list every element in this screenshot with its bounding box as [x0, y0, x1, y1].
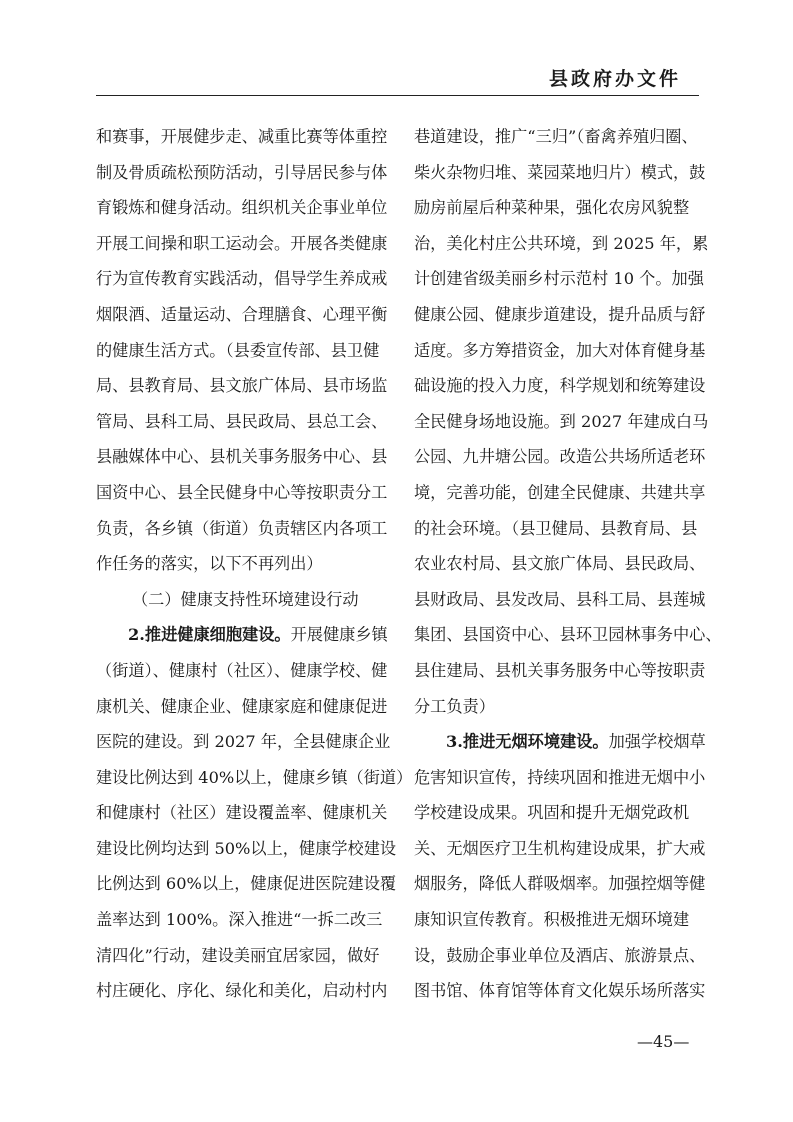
- section-heading: （二）健康支持性环境建设行动: [132, 589, 359, 609]
- text-line: 村庄硬化、序化、绿化和美化，启动村内: [96, 981, 388, 1001]
- text-line: 烟限酒、适量运动、合理膳食、心理平衡: [96, 304, 388, 324]
- text-line: 励房前屋后种菜种果，强化农房风貌整: [414, 198, 690, 218]
- text-line: （街道）、健康村（社区）、健康学校、健: [96, 660, 388, 680]
- text-line: 学校建设成果。巩固和提升无烟党政机: [414, 803, 690, 823]
- text-line: 康知识宣传教育。积极推进无烟环境建: [414, 910, 690, 930]
- text-line: 和健康村（社区）建设覆盖率、健康机关: [96, 803, 388, 823]
- text-line: 适度。多方筹措资金，加大对体育健身基: [414, 340, 706, 360]
- text-line: 县财政局、县发改局、县科工局、县莲城: [414, 589, 706, 609]
- item2-title: 2.推进健康细胞建设。: [128, 625, 291, 645]
- text-line: 建设比例均达到 50%以上，健康学校建设: [96, 838, 397, 858]
- text-line: 治，美化村庄公共环境，到 2025 年，累: [414, 233, 709, 253]
- text-line: 县融媒体中心、县机关事务服务中心、县: [96, 447, 388, 467]
- text-line: 的健康生活方式。（县委宣传部、县卫健: [96, 340, 380, 360]
- text-line: 清四化”行动，建设美丽宜居家园，做好: [96, 945, 380, 965]
- text-line: 图书馆、体育馆等体育文化娱乐场所落实: [414, 981, 706, 1001]
- text-line: 盖率达到 100%。深入推进“一拆二改三: [96, 910, 383, 930]
- text-line: 建设比例达到 40%以上，健康乡镇（街道）: [96, 767, 413, 787]
- text-line: 局、县教育局、县文旅广体局、县市场监: [96, 376, 388, 396]
- text-line: 康机关、健康企业、健康家庭和健康促进: [96, 696, 388, 716]
- header-divider: [96, 95, 699, 96]
- item3-first-line-text: 加强学校烟草: [608, 732, 706, 752]
- text-line: 关、无烟医疗卫生机构建设成果，扩大戒: [414, 838, 706, 858]
- text-line: 国资中心、县全民健身中心等按职责分工: [96, 482, 388, 502]
- item2-first-line: [96, 617, 388, 653]
- text-line: 制及骨质疏松预防活动，引导居民参与体: [96, 162, 388, 182]
- item3-first-line: [414, 724, 706, 760]
- text-line: 计创建省级美丽乡村示范村 10 个。加强: [414, 269, 704, 289]
- text-line: 础设施的投入力度，科学规划和统筹建设: [414, 376, 706, 396]
- item3-paragraph: [414, 760, 706, 1009]
- text-line: 分工负责）: [414, 696, 495, 716]
- text-line: 烟服务，降低人群吸烟率。加强控烟等健: [414, 874, 706, 894]
- text-line: 巷道建设，推广“三归”（畜禽养殖归圈、: [414, 127, 698, 146]
- text-line: 危害知识宣传，持续巩固和推进无烟中小: [414, 767, 706, 787]
- text-line: 柴火杂物归堆、菜园菜地归片）模式，鼓: [414, 162, 706, 182]
- document-header-title: 县政府办文件: [548, 68, 681, 90]
- text-line: 行为宣传教育实践活动，倡导学生养成戒: [96, 269, 388, 289]
- text-line: 县住建局、县机关事务服务中心等按职责: [414, 660, 706, 680]
- text-line: 全民健身场地设施。到 2027 年建成白马: [414, 411, 709, 431]
- item2-paragraph: [96, 653, 413, 1009]
- left-paragraph-continuation: [96, 119, 388, 582]
- left-column: [96, 119, 413, 1009]
- text-line: 的社会环境。（县卫健局、县教育局、县: [414, 518, 698, 538]
- text-line: 比例达到 60%以上，健康促进医院建设覆: [96, 874, 397, 894]
- text-line: 育锻炼和健身活动。组织机关企事业单位: [96, 198, 388, 218]
- text-line: 农业农村局、县文旅广体局、县民政局、: [414, 554, 706, 574]
- text-line: 作任务的落实，以下不再列出）: [96, 554, 323, 574]
- text-line: 设，鼓励企事业单位及酒店、旅游景点、: [414, 945, 706, 965]
- item2-first-line-text: 开展健康乡镇: [290, 625, 388, 645]
- text-line: 医院的建设。到 2027 年，全县健康企业: [96, 732, 391, 752]
- right-paragraph-continuation: [414, 119, 722, 724]
- text-line: 境，完善功能，创建全民健康、共建共享: [414, 482, 706, 502]
- page-number: —45—: [637, 1032, 690, 1051]
- text-line: 管局、县科工局、县民政局、县总工会、: [96, 411, 388, 431]
- text-line: 健康公园、健康步道建设，提升品质与舒: [414, 304, 706, 324]
- text-line: 集团、县国资中心、县环卫园林事务中心、: [414, 625, 722, 645]
- text-line: 和赛事，开展健步走、减重比赛等体重控: [96, 127, 388, 146]
- item3-title: 3.推进无烟环境建设。: [446, 732, 609, 752]
- text-line: 开展工间操和职工运动会。开展各类健康: [96, 233, 388, 253]
- text-line: 负责，各乡镇（街道）负责辖区内各项工: [96, 518, 388, 538]
- text-line: 公园、九井塘公园。改造公共场所适老环: [414, 447, 706, 467]
- right-column: [414, 119, 722, 1009]
